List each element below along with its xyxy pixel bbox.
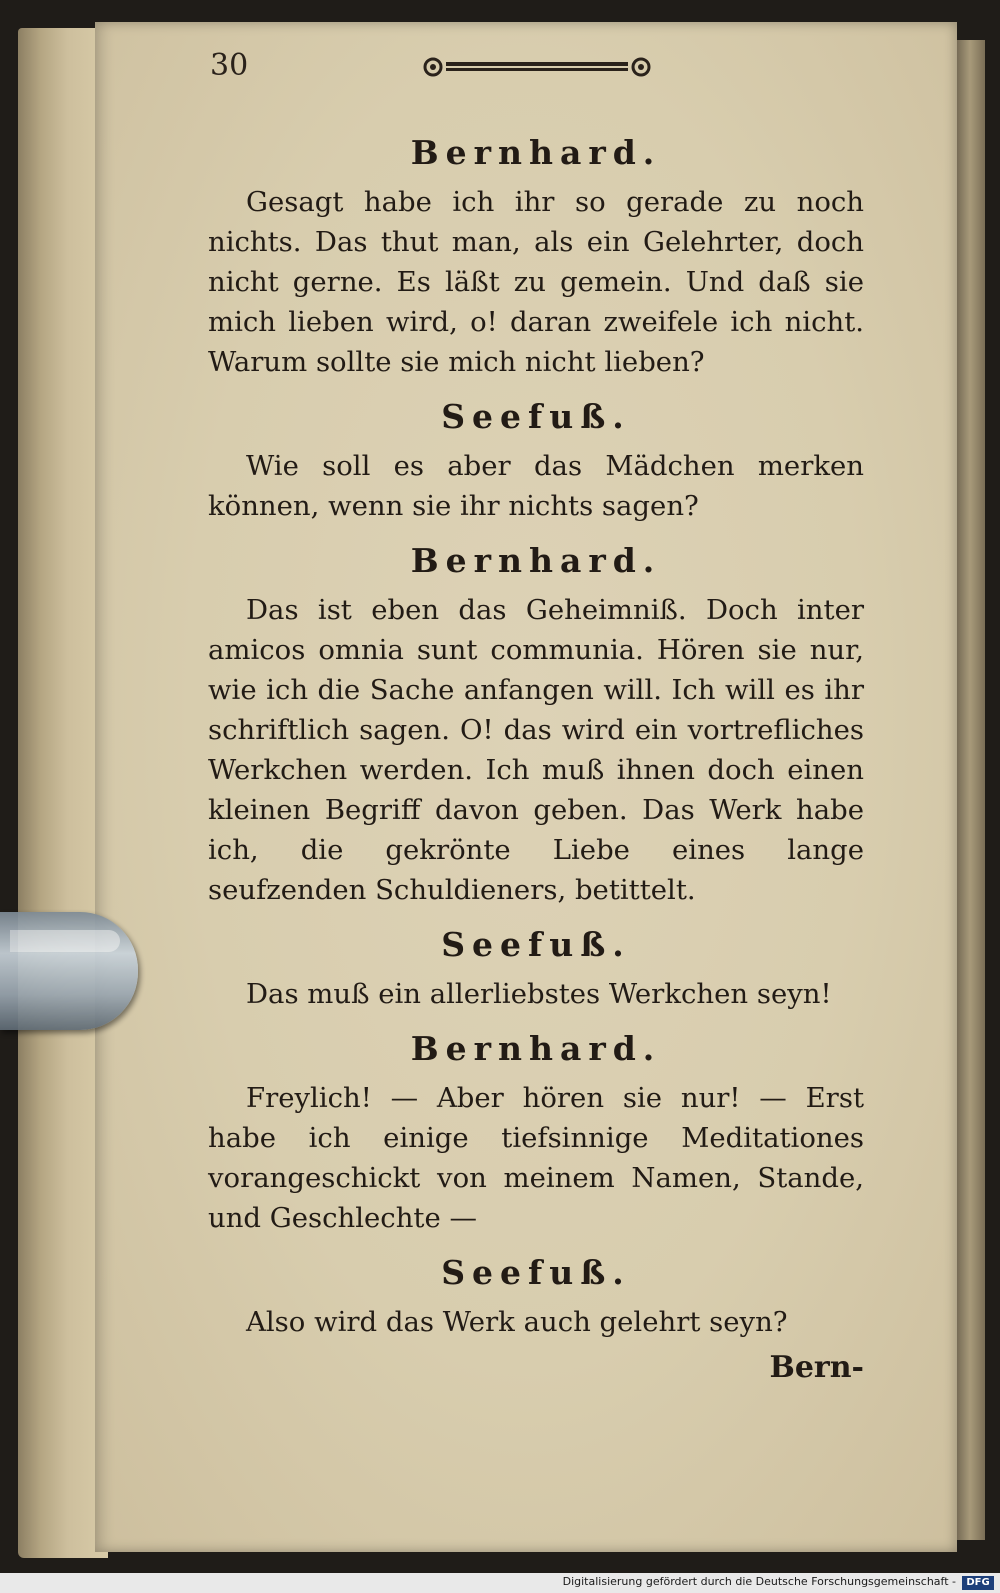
speaker-heading: Seefuß. [441, 925, 631, 964]
dfg-logo: DFG [962, 1576, 994, 1590]
speech-paragraph: Freylich! — Aber hören sie nur! — Erst habe ich einige tiefsinnige Meditationes vorangeschickt von meinem Namen, Stande, und Geschlechte — [208, 1082, 864, 1234]
speaker-heading: Bernhard. [410, 541, 662, 580]
speech-paragraph: Das muß ein allerliebstes Werkchen seyn! [246, 978, 832, 1010]
speaker-heading: Bernhard. [410, 1029, 662, 1068]
speech-paragraph: Das ist eben das Geheimniß. Doch inter amicos omnia sunt communia. Hören sie nur, wie ich die Sache anfangen will. Ich will es ihr schriftlich sagen. O! das wird ein vortrefliches Werkchen werden. Ich muß ihnen doch einen kleinen Begriff davon geben. Das Werk habe ich, die gekrönte Liebe eines lange seufzenden Schuldieners, betittelt. [208, 594, 864, 906]
speaker-heading: Seefuß. [441, 1253, 631, 1292]
page-clip [0, 912, 138, 1030]
dialogue-text [208, 120, 864, 1394]
speech-paragraph: Also wird das Werk auch gelehrt seyn? [246, 1306, 788, 1338]
speaker-heading: Bernhard. [410, 133, 662, 172]
page-number: 30 [210, 48, 249, 83]
catchword: Bern- [769, 1350, 864, 1385]
speech-paragraph: Wie soll es aber das Mädchen merken können, wenn sie ihr nichts sagen? [208, 450, 864, 522]
footer-bar [0, 1573, 1000, 1593]
page-header [210, 48, 860, 88]
funding-notice: Digitalisierung gefördert durch die Deutsche Forschungsgemeinschaft - [562, 1575, 956, 1588]
ornament-rule [422, 56, 652, 78]
speaker-heading: Seefuß. [441, 397, 631, 436]
next-page-edge [955, 40, 985, 1540]
speech-paragraph: Gesagt habe ich ihr so gerade zu noch nichts. Das thut man, als ein Gelehrter, doch nicht gerne. Es läßt zu gemein. Und daß sie mich lieben wird, o! daran zweifele ich nicht. Warum sollte sie mich nicht lieben? [208, 186, 864, 378]
